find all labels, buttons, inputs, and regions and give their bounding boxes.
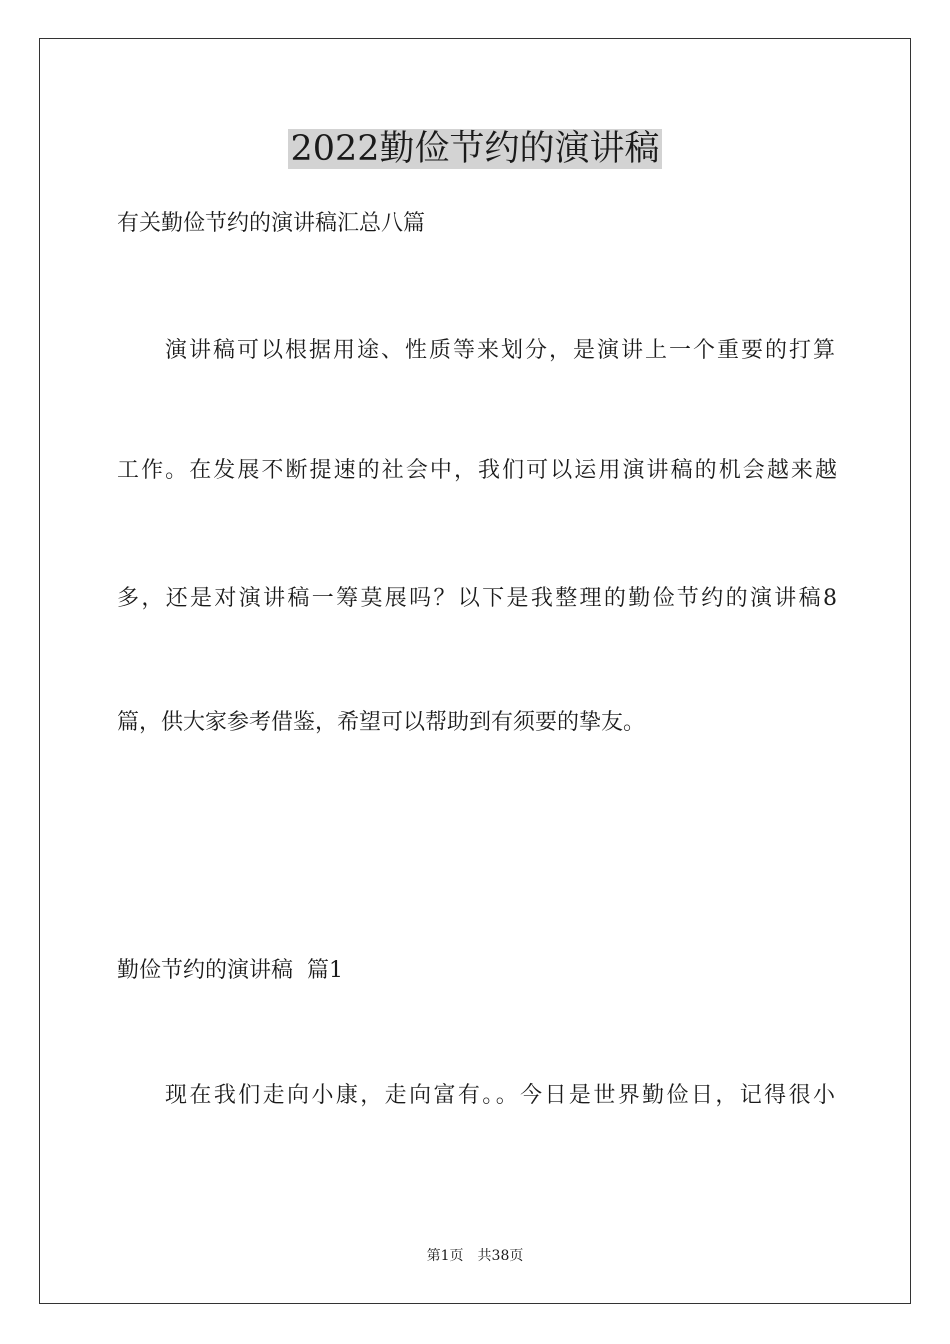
page-number-total: 共38页: [477, 1248, 524, 1264]
intro-line-4: 篇，供大家参考借鉴，希望可以帮助到有须要的挚友。: [117, 710, 646, 735]
document-subtitle: 有关勤俭节约的演讲稿汇总八篇: [117, 211, 426, 236]
section-heading: 勤俭节约的演讲稿 篇1: [117, 958, 343, 983]
page-footer: [0, 1246, 950, 1266]
document-title: [0, 126, 950, 172]
page-number-current: 第1页: [426, 1248, 464, 1264]
intro-line-3: 多，还是对演讲稿一筹莫展吗？以下是我整理的勤俭节约的演讲稿8: [117, 586, 837, 611]
intro-line-1: 演讲稿可以根据用途、性质等来划分，是演讲上一个重要的打算: [165, 338, 835, 363]
intro-line-2: 工作。在发展不断提速的社会中，我们可以运用演讲稿的机会越来越: [117, 458, 837, 483]
document-title-text: 2022勤俭节约的演讲稿: [290, 129, 660, 169]
section-line-1: 现在我们走向小康，走向富有。。今日是世界勤俭日，记得很小: [165, 1083, 835, 1108]
